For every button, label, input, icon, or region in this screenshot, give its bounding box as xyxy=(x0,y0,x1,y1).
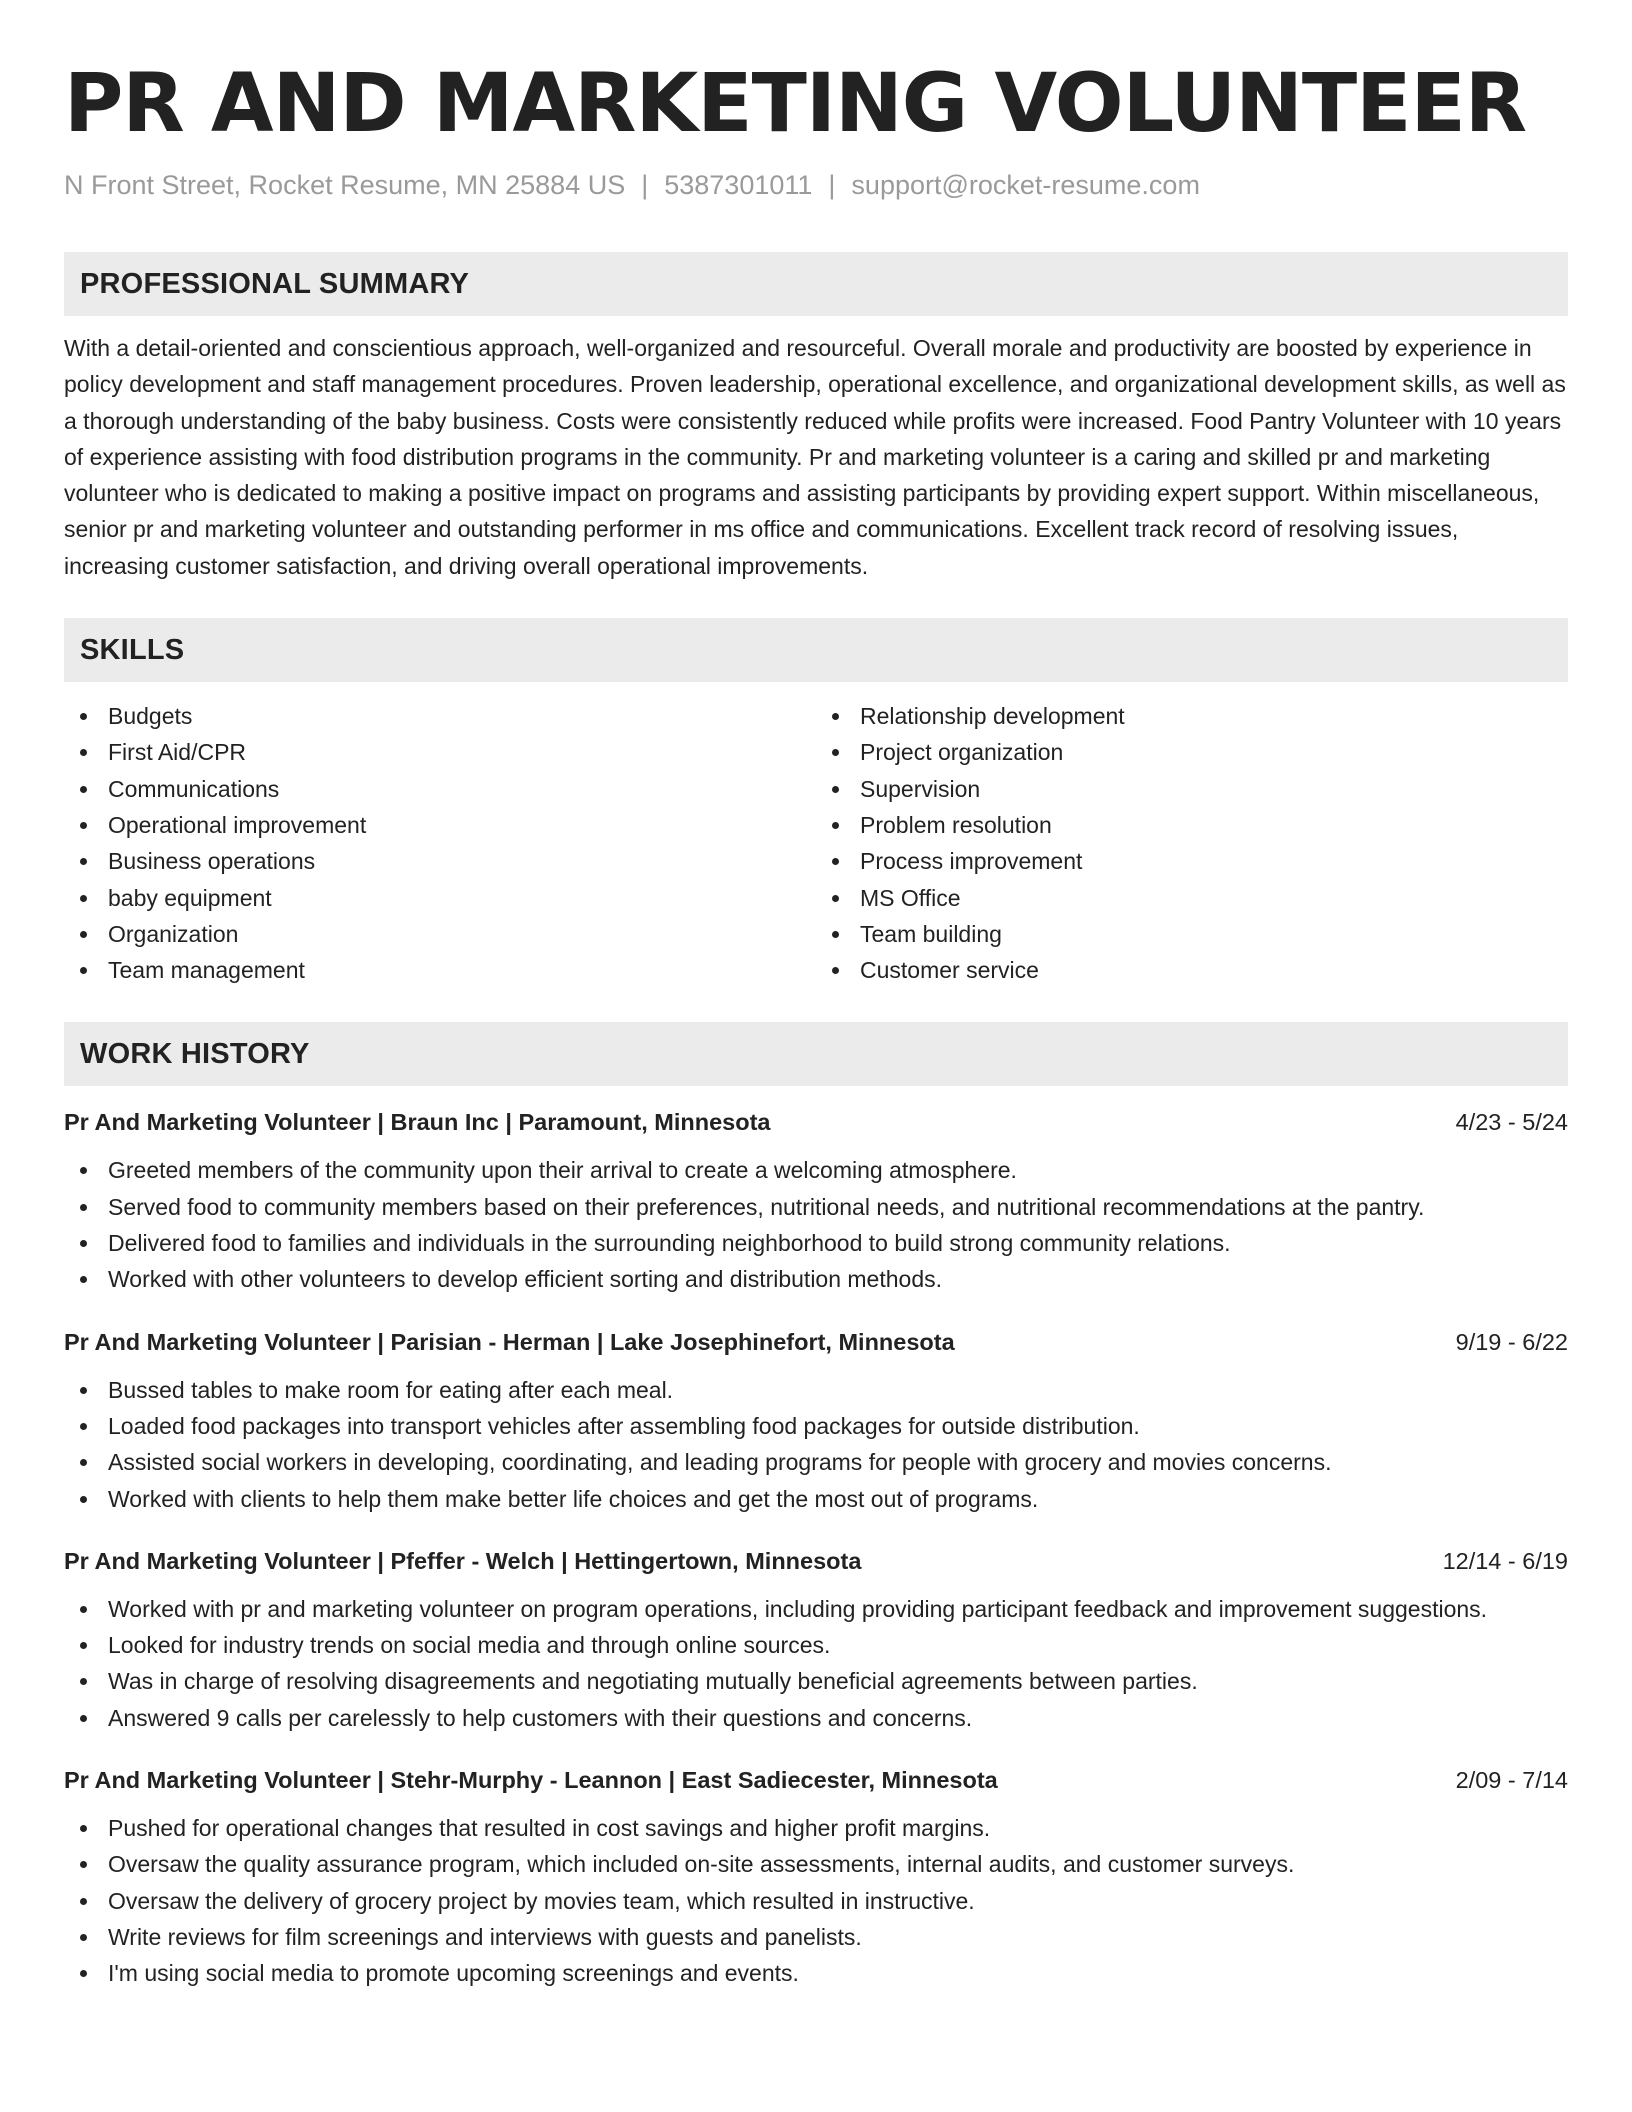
job-bullet: Delivered food to families and individuals in the surrounding neighborhood to build strong community relations. xyxy=(64,1225,1568,1261)
job-bullet-list xyxy=(64,1591,1568,1736)
contact-line xyxy=(64,168,1568,202)
job-bullet: Greeted members of the community upon their arrival to create a welcoming atmosphere. xyxy=(64,1152,1568,1188)
job-title-row xyxy=(64,1104,1568,1140)
job-dates: 9/19 - 6/22 xyxy=(1455,1328,1568,1355)
job-bullet: Was in charge of resolving disagreements and negotiating mutually beneficial agreements between parties. xyxy=(64,1663,1568,1699)
contact-phone: 5387301011 xyxy=(664,170,813,200)
job-bullet-list xyxy=(64,1372,1568,1517)
skill-item: Process improvement xyxy=(816,843,1568,879)
job-bullet: Bussed tables to make room for eating after each meal. xyxy=(64,1372,1568,1408)
job-title-row xyxy=(64,1324,1568,1360)
skill-item: MS Office xyxy=(816,880,1568,916)
contact-email: support@rocket-resume.com xyxy=(851,170,1200,200)
job-title: Pr And Marketing Volunteer | Parisian - Herman | Lake Josephinefort, Minnesota xyxy=(64,1328,955,1355)
skills-grid xyxy=(64,698,1568,988)
skill-item: Communications xyxy=(64,771,816,807)
job-dates: 4/23 - 5/24 xyxy=(1455,1109,1568,1136)
skill-item: baby equipment xyxy=(64,880,816,916)
resume-name: PR AND MARKETING VOLUNTEER xyxy=(64,57,1527,151)
job-title: Pr And Marketing Volunteer | Pfeffer - Welch | Hettingertown, Minnesota xyxy=(64,1547,862,1574)
work-history-heading: WORK HISTORY xyxy=(64,1022,1568,1086)
job-bullet: Oversaw the quality assurance program, which included on-site assessments, internal audits, and customer surveys. xyxy=(64,1846,1568,1882)
job-bullet: Served food to community members based on their preferences, nutritional needs, and nutritional recommendations at the pantry. xyxy=(64,1189,1568,1225)
skill-item: Project organization xyxy=(816,734,1568,770)
professional-summary-text: With a detail-oriented and conscientious approach, well-organized and resourceful. Overall morale and productivity are boosted by experience in policy development and staff management procedures. Proven leadership, operational excellence, and organizational development skills, as well as a thorough understanding of the baby business. Costs were consistently reduced while profits were increased. Food Pantry Volunteer with 10 years of experience assisting with food distribution programs in the community. Pr and marketing volunteer is a caring and skilled pr and marketing volunteer who is dedicated to making a positive impact on programs and assisting participants by providing expert support. Within miscellaneous, senior pr and marketing volunteer and outstanding performer in ms office and communications. Excellent track record of resolving issues, increasing customer satisfaction, and driving overall operational improvements. xyxy=(64,335,1566,579)
professional-summary-heading: PROFESSIONAL SUMMARY xyxy=(64,252,1568,316)
skill-item: Supervision xyxy=(816,771,1568,807)
contact-separator: | xyxy=(828,170,836,200)
job-bullet: I'm using social media to promote upcoming screenings and events. xyxy=(64,1955,1568,1991)
job-bullet: Worked with other volunteers to develop efficient sorting and distribution methods. xyxy=(64,1261,1568,1297)
job-bullet: Pushed for operational changes that resulted in cost savings and higher profit margins. xyxy=(64,1810,1568,1846)
skill-item: First Aid/CPR xyxy=(64,734,816,770)
skill-item: Relationship development xyxy=(816,698,1568,734)
job-entry xyxy=(64,1762,1568,1991)
skill-item: Team management xyxy=(64,952,816,988)
job-title-row xyxy=(64,1762,1568,1798)
skill-item: Team building xyxy=(816,916,1568,952)
job-entry xyxy=(64,1104,1568,1297)
skill-item: Customer service xyxy=(816,952,1568,988)
skills-heading: SKILLS xyxy=(64,618,1568,682)
skill-item: Organization xyxy=(64,916,816,952)
skill-item: Budgets xyxy=(64,698,816,734)
job-bullet: Loaded food packages into transport vehicles after assembling food packages for outside distribution. xyxy=(64,1408,1568,1444)
job-bullet: Worked with clients to help them make better life choices and get the most out of programs. xyxy=(64,1481,1568,1517)
job-bullet-list xyxy=(64,1810,1568,1991)
skills-column-left xyxy=(64,698,816,988)
job-dates: 12/14 - 6/19 xyxy=(1442,1547,1568,1574)
contact-separator: | xyxy=(641,170,649,200)
job-bullet: Write reviews for film screenings and interviews with guests and panelists. xyxy=(64,1919,1568,1955)
job-bullet: Answered 9 calls per carelessly to help customers with their questions and concerns. xyxy=(64,1700,1568,1736)
job-bullet: Assisted social workers in developing, coordinating, and leading programs for people with grocery and movies concerns. xyxy=(64,1444,1568,1480)
skill-item: Operational improvement xyxy=(64,807,816,843)
skill-item: Problem resolution xyxy=(816,807,1568,843)
job-bullet: Looked for industry trends on social media and through online sources. xyxy=(64,1627,1568,1663)
job-title-row xyxy=(64,1543,1568,1579)
skills-column-right xyxy=(816,698,1568,988)
job-bullet-list xyxy=(64,1152,1568,1297)
job-dates: 2/09 - 7/14 xyxy=(1455,1767,1568,1794)
skill-item: Business operations xyxy=(64,843,816,879)
contact-address: N Front Street, Rocket Resume, MN 25884 US xyxy=(64,170,626,200)
job-bullet: Worked with pr and marketing volunteer on program operations, including providing participant feedback and improvement suggestions. xyxy=(64,1591,1568,1627)
job-title: Pr And Marketing Volunteer | Braun Inc | Paramount, Minnesota xyxy=(64,1109,771,1136)
job-bullet: Oversaw the delivery of grocery project by movies team, which resulted in instructive. xyxy=(64,1883,1568,1919)
job-entry xyxy=(64,1543,1568,1736)
job-entry xyxy=(64,1324,1568,1517)
job-title: Pr And Marketing Volunteer | Stehr-Murphy - Leannon | East Sadiecester, Minnesota xyxy=(64,1767,998,1794)
